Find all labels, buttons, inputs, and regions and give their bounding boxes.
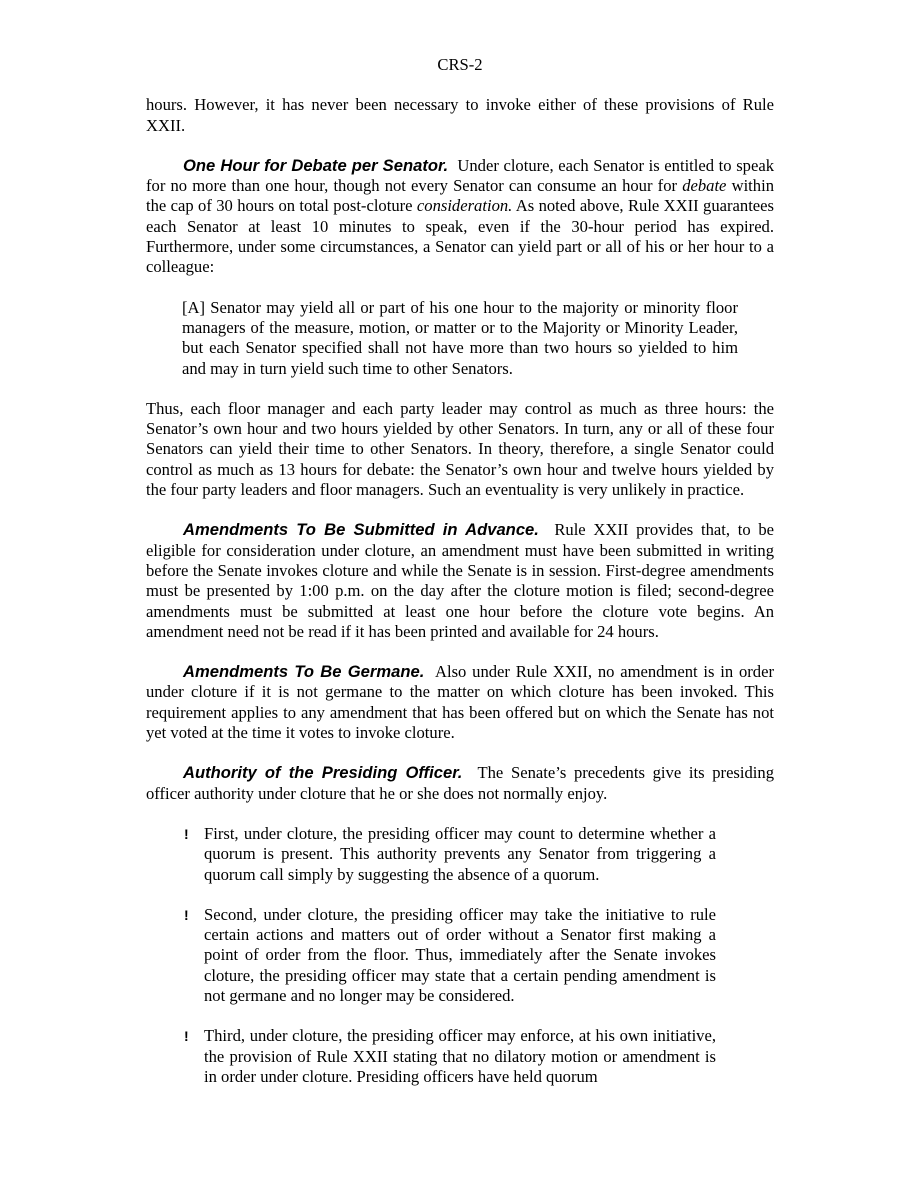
paragraph-advance xyxy=(146,520,774,642)
bullet-list xyxy=(184,824,716,1087)
text-advance: Rule XXII provides that, to be eligible for consideration under cloture, an amendment must have been submitted in writing before the Senate invokes cloture and while the Senate is in session. First-degree amendments must be presented by 1:00 p.m. on the day after the cloture motion is filed; second-degree amendments must be submitted at least one hour before the cloture vote begins. An amendment need not be read if it has been printed and available for 24 hours. xyxy=(146,520,774,641)
text-one-hour-b: within the cap of 30 hours on total post-cloture xyxy=(146,176,774,216)
bullet-text: Third, under cloture, the presiding officer may enforce, at his own initiative, the provision of Rule XXII stating that no dilatory motion or amendment is in order under cloture. Presiding officers have held quorum xyxy=(204,1026,716,1086)
bullet-marker: ! xyxy=(184,825,189,842)
bullet-text: First, under cloture, the presiding officer may count to determine whether a quorum is present. This authority prevents any Senator from triggering a quorum call simply by suggesting the absence of a quorum. xyxy=(204,823,716,884)
heading-one-hour: One Hour for Debate per Senator. xyxy=(183,155,449,175)
paragraph-after-quote: Thus, each floor manager and each party leader may control as much as three hours: the Senator’s own hour and two hours yielded by other Senators. In turn, any or all of these four Senators can yield their time to other Senators. In theory, therefore, a single Senator could control as much as 13 hours for debate: the Senator’s own hour and twelve hours yielded by the four party leaders and floor managers. Such an eventuality is very unlikely in practice. xyxy=(146,398,774,500)
text-germane: Also under Rule XXII, no amendment is in order under cloture if it is not germane to the matter on which cloture has been invoked. This requirement applies to any amendment that has been offered but on which the Senate has not yet voted at the time it votes to invoke cloture. xyxy=(146,662,774,743)
bullet-text: Second, under cloture, the presiding officer may take the initiative to rule certain actions and matters out of order without a Senator first making a point of order from the floor. Thus, immediately after the Senate invokes cloture, the presiding officer may state that a certain pending amendment is not germane and no longer may be considered. xyxy=(204,904,716,1005)
text-presiding: The Senate’s precedents give its presiding officer authority under cloture that he or she does not normally enjoy. xyxy=(146,763,775,803)
intro-paragraph: hours. However, it has never been necessary to invoke either of these provisions of Rule XXII. xyxy=(146,95,774,135)
bullet-marker: ! xyxy=(184,906,189,923)
paragraph-germane xyxy=(146,662,774,743)
list-item xyxy=(184,824,716,885)
text-one-hour-c: As noted above, Rule XXII guarantees each Senator at least 10 minutes to speak, even if the 30-hour period has expired. Furthermore, under some circumstances, a Senator can yield part or all of his or her hour to a colleague: xyxy=(146,196,774,277)
block-quote: [A] Senator may yield all or part of his one hour to the majority or minority floor managers of the measure, motion, or matter or to the Majority or Minority Leader, but each Senator specified shall not have more than two hours so yielded to him and may in turn yield such time to other Senators. xyxy=(182,297,738,378)
list-item xyxy=(184,1026,716,1087)
paragraph-presiding xyxy=(146,763,774,804)
paragraph-one-hour xyxy=(146,156,774,278)
document-page xyxy=(146,55,774,1107)
heading-presiding: Authority of the Presiding Officer. xyxy=(183,763,463,783)
list-item xyxy=(184,905,716,1006)
emphasis-consideration: consideration. xyxy=(416,196,513,216)
text-one-hour-a: Under cloture, each Senator is entitled to speak for no more than one hour, though not every Senator can consume an hour for xyxy=(146,155,774,196)
bullet-marker: ! xyxy=(184,1028,189,1045)
page-header: CRS-2 xyxy=(437,55,483,74)
heading-advance: Amendments To Be Submitted in Advance. xyxy=(183,520,539,540)
emphasis-debate: debate xyxy=(682,176,727,196)
heading-germane: Amendments To Be Germane. xyxy=(183,662,425,682)
